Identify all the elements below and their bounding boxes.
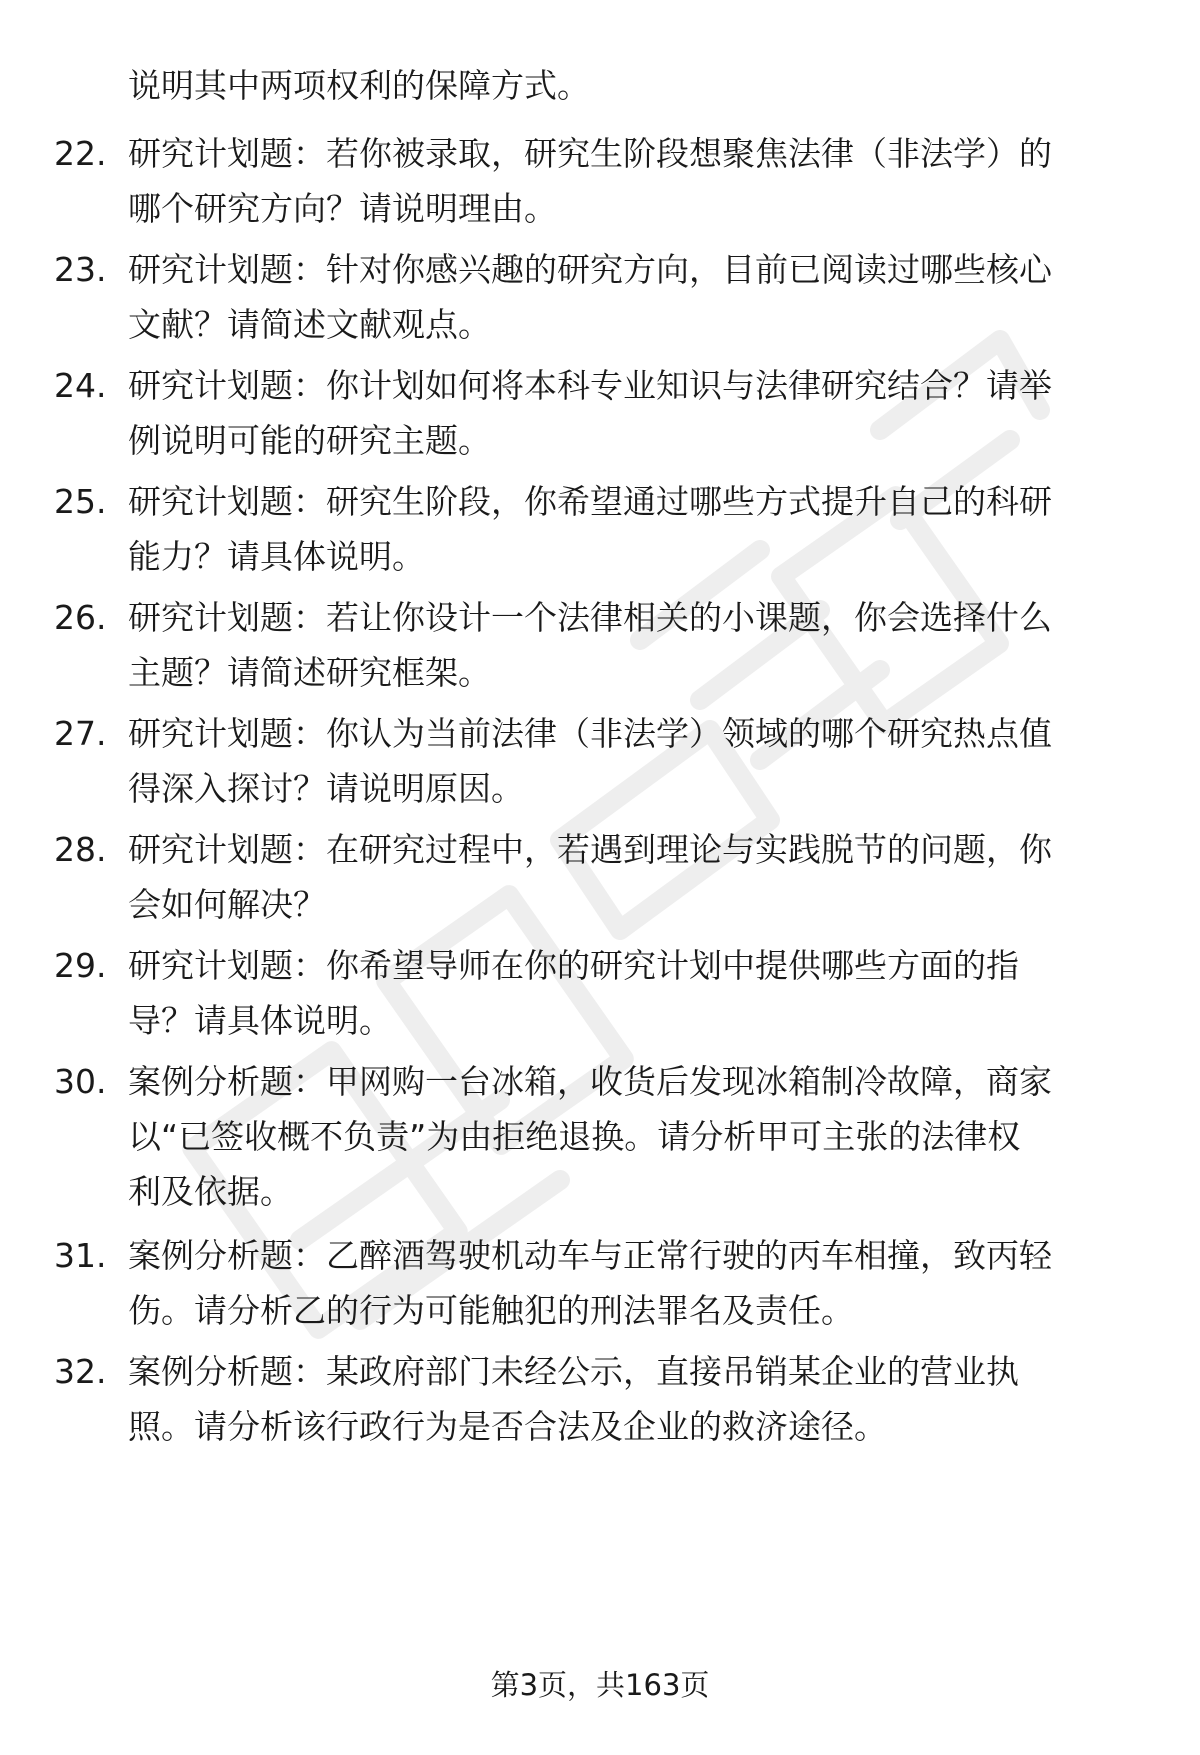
- question-line: 导？请具体说明。: [128, 1001, 392, 1040]
- question-item: [0, 126, 1200, 238]
- question-item: [0, 358, 1200, 470]
- continuation-line: 说明其中两项权利的保障方式。: [128, 66, 590, 105]
- question-line: 研究计划题：若让你设计一个法律相关的小课题，你会选择什么: [128, 598, 1052, 637]
- question-number: 30.: [54, 1062, 107, 1101]
- question-text: [128, 126, 1138, 236]
- question-item: [0, 590, 1200, 702]
- question-line: 得深入探讨？请说明原因。: [128, 769, 524, 808]
- question-line: 照。请分析该行政行为是否合法及企业的救济途径。: [128, 1407, 887, 1446]
- question-line: 会如何解决？: [128, 885, 326, 924]
- question-number: 26.: [54, 598, 107, 637]
- question-line: 案例分析题：乙醉酒驾驶机动车与正常行驶的丙车相撞，致丙轻: [128, 1236, 1052, 1275]
- question-number: 28.: [54, 830, 107, 869]
- question-line: 文献？请简述文献观点。: [128, 305, 491, 344]
- question-number: 32.: [54, 1352, 107, 1391]
- question-line: 研究计划题：研究生阶段，你希望通过哪些方式提升自己的科研: [128, 482, 1052, 521]
- question-item: [0, 1344, 1200, 1456]
- question-number: 24.: [54, 366, 107, 405]
- question-line: 利及依据。: [128, 1172, 293, 1211]
- question-text: [128, 706, 1138, 816]
- question-item: [0, 242, 1200, 354]
- question-line: 能力？请具体说明。: [128, 537, 425, 576]
- question-text: [128, 358, 1138, 468]
- question-line: 研究计划题：你希望导师在你的研究计划中提供哪些方面的指: [128, 946, 1019, 985]
- question-text: [128, 474, 1138, 584]
- question-line: 研究计划题：若你被录取，研究生阶段想聚焦法律（非法学）的: [128, 134, 1052, 173]
- question-line: 案例分析题：甲网购一台冰箱，收货后发现冰箱制冷故障，商家: [128, 1062, 1052, 1101]
- question-text: [128, 1344, 1138, 1454]
- question-text: [128, 1228, 1138, 1338]
- question-line: 伤。请分析乙的行为可能触犯的刑法罪名及责任。: [128, 1291, 854, 1330]
- question-line: 例说明可能的研究主题。: [128, 421, 491, 460]
- question-text: [128, 242, 1138, 352]
- question-line: 主题？请简述研究框架。: [128, 653, 491, 692]
- question-number: 25.: [54, 482, 107, 521]
- question-number: 29.: [54, 946, 107, 985]
- question-line: 研究计划题：你计划如何将本科专业知识与法律研究结合？请举: [128, 366, 1052, 405]
- question-item: [0, 1228, 1200, 1340]
- question-line: 以“已签收概不负责”为由拒绝退换。请分析甲可主张的法律权: [128, 1117, 1021, 1156]
- question-number: 22.: [54, 134, 107, 173]
- question-text: [128, 590, 1138, 700]
- question-number: 31.: [54, 1236, 107, 1275]
- question-line: 研究计划题：在研究过程中，若遇到理论与实践脱节的问题，你: [128, 830, 1052, 869]
- question-item: [0, 822, 1200, 934]
- question-item: [0, 938, 1200, 1050]
- question-line: 案例分析题：某政府部门未经公示，直接吊销某企业的营业执: [128, 1352, 1019, 1391]
- question-line: 哪个研究方向？请说明理由。: [128, 189, 557, 228]
- question-item: [0, 474, 1200, 586]
- question-line: 研究计划题：你认为当前法律（非法学）领域的哪个研究热点值: [128, 714, 1052, 753]
- question-item: [0, 1054, 1200, 1224]
- page-footer: 第3页，共163页: [490, 1668, 710, 1702]
- question-line: 研究计划题：针对你感兴趣的研究方向，目前已阅读过哪些核心: [128, 250, 1052, 289]
- question-text: [128, 938, 1138, 1048]
- question-text: [128, 822, 1138, 932]
- question-number: 27.: [54, 714, 107, 753]
- question-number: 23.: [54, 250, 107, 289]
- question-item: [0, 706, 1200, 818]
- question-text: [128, 1054, 1138, 1219]
